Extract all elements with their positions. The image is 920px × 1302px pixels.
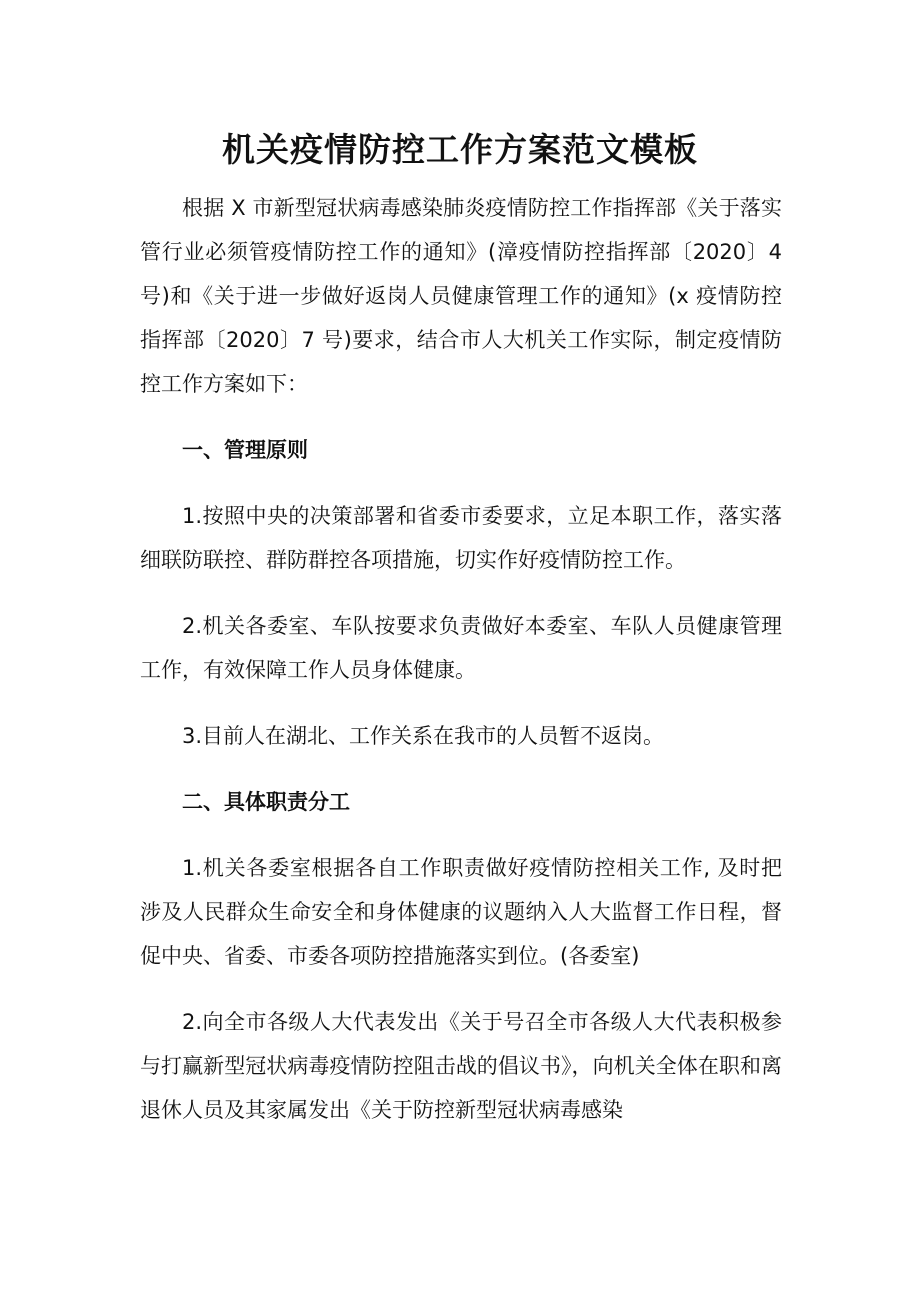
section-heading-duties: 二、具体职责分工: [182, 790, 350, 814]
paragraph-principle-3: 3.目前人在湖北、工作关系在我市的人员暂不返岗。: [182, 724, 665, 748]
document-body: [140, 186, 782, 1154]
paragraph-intro: 根据 X 市新型冠状病毒感染肺炎疫情防控工作指挥部《关于落实管行业必须管疫情防控工作的通知》(漳疫情防控指挥部〔2020〕4 号)和《关于进一步做好返岗人员健康管理工作的通知》(x 疫情防控指挥部〔2020〕7 号)要求，结合市人大机关工作实际，制定疫情防控工作方案如下：: [140, 196, 782, 396]
document-title: 机关疫情防控工作方案范文模板: [222, 130, 698, 169]
paragraph-duty-1: 1.机关各委室根据各自工作职责做好疫情防控相关工作, 及时把涉及人民群众生命安全和身体健康的议题纳入人大监督工作日程，督促中央、省委、市委各项防控措施落实到位。(各委室): [140, 856, 782, 968]
paragraph-duty-2: 2.向全市各级人大代表发出《关于号召全市各级人大代表积极参与打赢新型冠状病毒疫情防控阻击战的倡议书》，向机关全体在职和离退休人员及其家属发出《关于防控新型冠状病毒感染: [140, 1010, 782, 1122]
paragraph-principle-1: 1.按照中央的决策部署和省委市委要求，立足本职工作，落实落细联防联控、群防群控各项措施，切实作好疫情防控工作。: [140, 504, 782, 572]
paragraph-principle-2: 2.机关各委室、车队按要求负责做好本委室、车队人员健康管理工作，有效保障工作人员身体健康。: [140, 614, 782, 682]
section-heading-principles: 一、管理原则: [182, 438, 308, 462]
